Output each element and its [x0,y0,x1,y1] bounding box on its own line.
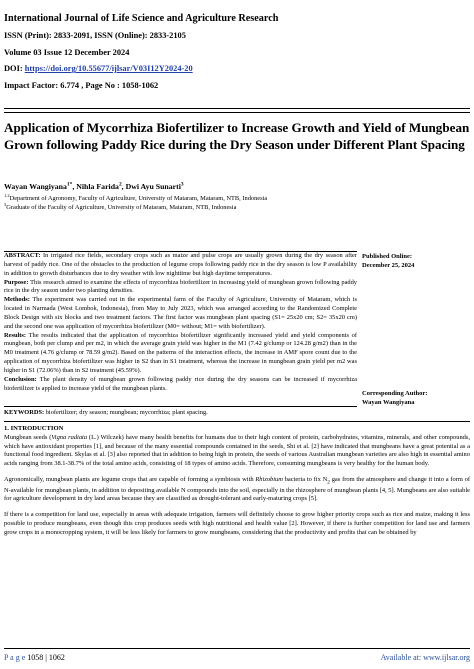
abstract-methods [4,296,357,331]
intro-paragraph-3: If there is a competition for land use, especially in areas with adequate irrigation, farmers will definitely choose to grow higher priority crops such as rice and maize, making it less possible to produce mungbeans, even though this crop produces seeds with high nutritional and health value [2]. However, if there is further competition for land use and farmers grow crops in a monocropping system, it will be less likely for farmers to grow mungbeans, considering that the productivity and profits that can be obtained by [4,511,470,536]
p2-c: gas from the atmosphere and change it into a form of N-available for mungbean plants, in addition to depositing available N compounds into the soil, especially in the rhizosphere of mungbean plants [4, 5]. Mungbeans are also suitable for agriculture development in dry land areas because they are classified as drought-tolerant and early-maturing crops [5]. [4,475,470,503]
author-2-sup: 2 [118,181,122,188]
purpose-text: This research aimed to examine the effects of mycorrhiza biofertilizer in increasing yield of mungbean grown following paddy rice in the dry season under two planting densities. [4,278,357,295]
p2-sub: 2 [327,479,330,486]
results-label: Results: [4,331,27,339]
affiliation-2-sup: 3 [4,201,7,207]
author-3: , Dwi Ayu Sunarti [121,182,181,191]
published-info [362,253,470,270]
affiliation-2-text: Graduate of the Faculty of Agriculture, University of Mataram, Mataram, NTB, Indonesia [6,203,237,211]
page-footer [4,648,470,663]
p2-rhizobium: Rhizobium [255,475,283,483]
intro-paragraph-1 [4,434,470,469]
journal-title: International Journal of Life Science and Agriculture Research [4,13,279,24]
article-title: Application of Mycorrhiza Biofertilizer to Increase Growth and Yield of Mungbean Grown following Paddy Rice during the Dry Season under Different Plant Spacing [4,120,470,153]
conclusion-text: The plant density of mungbean grown following paddy rice during the dry seasons can be increased if mycorrhiza biofertilizer is applied to increase yield of the mungbean plants. [4,375,357,392]
purpose-label: Purpose: [4,278,29,286]
keywords-label: KEYWORDS: [4,409,45,416]
header-divider-thin [4,112,470,113]
p1-b: (L.) Wilczek) have many health benefits for humans due to their high content of protein, carbohydrates, vitamins, minerals, and other compounds, which have antioxidant properties [1], and because of the many essential compounds contained in the seeds, Shi et al. [2] have indicated that mungbeans have a great potential as a functional food ingredient. Skylas et al. [3] also reported that in addition to being high in protein, the seeds of various Australian mungbean varieties are also high in essential amino acids ranging from 38.1-38.7% of the total amino acids, consisting of 18 types of amino acids. Therefore, consuming mungbeans is very healthy for the human body. [4,434,471,467]
page-number [4,651,65,665]
author-3-sup: 3 [180,181,184,188]
doi-link[interactable]: https://doi.org/10.55677/ijlsar/V03I12Y2024-20 [24,64,193,74]
abstract-box [4,251,357,407]
keywords [4,408,470,422]
introduction-body [4,434,470,544]
corresponding-label: Corresponding Author: [362,390,428,397]
issn-line: ISSN (Print): 2833-2091, ISSN (Online): 2833-2105 [4,31,186,40]
corresponding-name: Wayan Wangiyana [362,398,415,406]
p1-species: Vigna radiata [51,434,88,441]
impact-line: Impact Factor: 6.774 , Page No : 1058-1062 [4,80,159,90]
methods-text: The experiment was carried out in the experimental farm of the Faculty of Agriculture, University of Mataram, which is located in Narmada (West Lombok, Indonesia), from May to July 2023, which was arranged according to the Randomized Complete Block Design with six blocks and two treatment factors. The first factor was mungbean plant spacing (S1= 25x20 cm; S2= 35x20 cm) and the second one was application of mycorrhiza biofertilizer (M0= without; M1= with biofertilizer). [4,296,357,330]
abstract-intro [4,252,357,279]
methods-label: Methods: [4,296,30,304]
abstract-text: In irrigated rice fields, secondary crops such as maize and pulse crops are usually grown during the dry season after harvest of paddy rice. One of the obstacles to the production of legume crops following paddy rice in the dry season is low P availability in addition to growth disturbances due to dry weather with low nighttime but high daytime temperatures. [4,252,357,277]
keywords-text: biofertilizer; dry season; mungbean; mycorrhiza; plant spacing. [44,409,208,416]
doi-label: DOI: [4,64,23,74]
header-divider [4,108,470,109]
affiliation-1 [4,192,464,202]
author-1-sup: 1* [66,181,73,188]
p2-b: bacteria to fix N [282,475,328,483]
published-date: December 25, 2024 [362,261,415,269]
abstract-purpose [4,279,357,297]
doi-line [4,61,470,78]
abstract-results [4,332,357,376]
p2-a: Agronomically, mungbean plants are legume crops that are capable of forming a symbiosis with [4,475,256,483]
affiliation-1-text: Department of Agronomy, Faculty of Agriculture, University of Mataram, Mataram, NTB, Indonesia [9,195,268,202]
results-text: The results indicated that the application of mycorrhiza biofertilizer significantly increased yield and yield components of mungbean, both per clump and per m2, in which the average grain yield was higher in the M1 (7.42 g/clump or 124.28 g/m2) than in the M0 treatment (4.76 g/clump or 78.59 g/m2). Based on the patterns of the interaction effects, the increase in AMF spore count due to the application of mycorrhiza biofertilizer was higher in S2 than in S1 treatment, whereas the increase in mungbean grain yield per m2 was higher in S1 (72.06%) than in S2 treatment (45.59%). [4,331,357,374]
affiliation-2 [4,201,464,211]
abstract-conclusion [4,376,357,394]
intro-paragraph-2 [4,476,470,504]
affiliation-1-sup: 1,2 [4,192,10,198]
volume-line: Volume 03 Issue 12 December 2024 [4,47,130,57]
conclusion-label: Conclusion: [4,375,37,383]
abstract-label: ABSTRACT: [4,252,41,259]
author-1: Wayan Wangiyana [4,182,67,191]
section-heading: 1. INTRODUCTION [4,425,64,432]
available-at[interactable]: Available at: www.ijlsar.org [380,653,470,662]
corresponding-author [362,390,470,407]
published-label: Published Online: [362,253,413,260]
author-2: , Nihla Farida [72,182,119,191]
page-label: P a g e [4,653,26,662]
p1-a: Mungbean seeds ( [4,434,52,441]
journal-header [4,10,470,94]
author-list [4,182,184,191]
page-nums: 1058 | 1062 [27,653,65,662]
